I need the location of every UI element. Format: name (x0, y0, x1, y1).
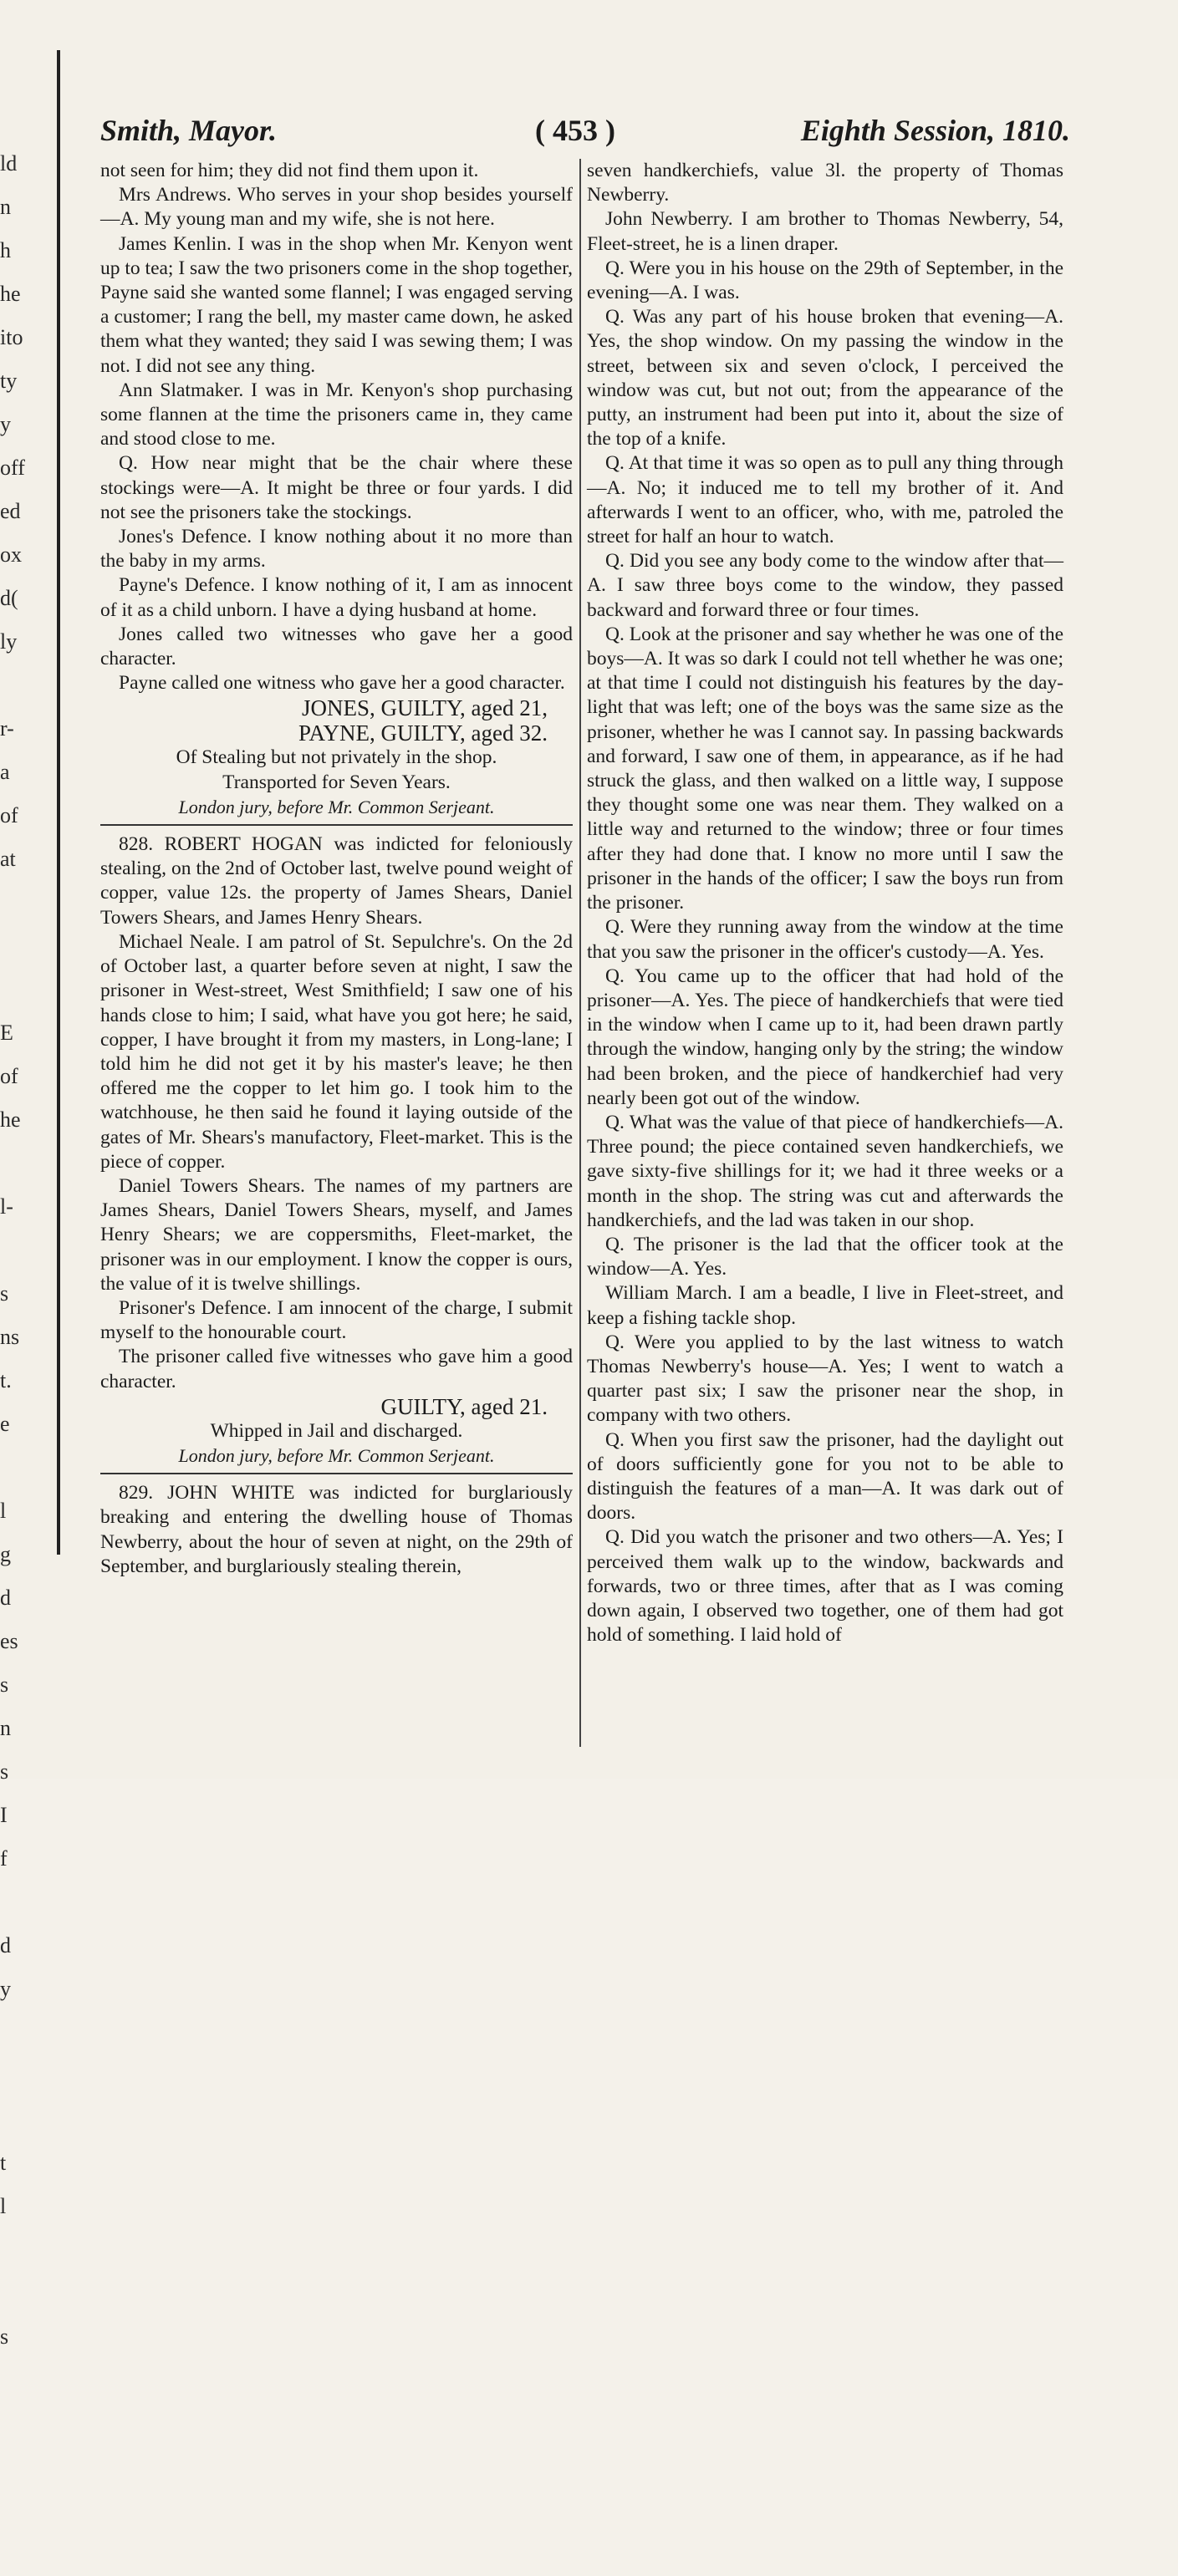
margin-fragment: h (0, 238, 11, 262)
adjacent-page-margin (0, 142, 50, 2349)
left-column (100, 159, 573, 1579)
margin-fragment (0, 2054, 50, 2098)
jury-note-hogan: London jury, before Mr. Common Serjeant. (178, 1444, 495, 1466)
margin-fragment (0, 2359, 50, 2402)
margin-fragment (0, 2272, 50, 2315)
margin-fragment: ed (0, 499, 21, 523)
margin-fragment: s (0, 1759, 9, 1784)
verdict-jones: JONES, GUILTY, aged 21, (302, 695, 548, 721)
verdict-detail: Of Stealing but not privately in the shop. (176, 746, 497, 769)
running-header (100, 113, 1070, 155)
margin-fragment: y (0, 1977, 11, 2001)
paragraph: Q. Were you in his house on the 29th of September, in the evening—A. I was. (587, 257, 1063, 304)
paragraph: James Kenlin. I was in the shop when Mr. Kenyon went up to tea; I saw the two prisoners come in the shop together, Payne said she wanted some flannel; I was engaged serving a customer; I rang the bell, my master came down, he asked them what they wanted; they said I was sewing them; I was not. I did not see any thing. (100, 232, 573, 377)
margin-fragment: ly (0, 629, 18, 654)
margin-fragment (0, 924, 50, 968)
paragraph: John Newberry. I am brother to Thomas Newberry, 54, Fleet-street, he is a linen draper. (587, 208, 1063, 255)
margin-fragment (0, 2533, 50, 2576)
margin-fragment (0, 1229, 50, 1272)
right-column (587, 159, 1063, 1647)
margin-fragment: s (0, 1281, 9, 1306)
column-divider (579, 159, 581, 1747)
case-828 (100, 832, 573, 1394)
paragraph: Q. What was the value of that piece of handkerchiefs—A. Three pound; the piece contained seven handkerchiefs, we gave sixty-five shillings for it; we had it three weeks or a month in the shop. The string was cut and afterwards the handkerchiefs, and the lad was taken in our shop. (587, 1111, 1063, 1231)
margin-fragment: I (0, 1803, 8, 1827)
left-column-paragraphs (100, 159, 573, 695)
margin-fragment (0, 2098, 50, 2141)
paragraph: Q. Did you watch the prisoner and two others—A. Yes; I perceived them walk up to the window, backwards and forwards, two or three times, after that as I was coming down again, I observed two together, one of them had got hold of something. I laid hold of (587, 1526, 1063, 1647)
margin-fragment: of (0, 803, 18, 827)
paragraph: Q. At that time it was so open as to pull any thing through—A. No; it induced me to tell my brother of it. And afterwards I went to an officer, who, with me, patroled the street for half an hour to watch. (587, 452, 1063, 548)
margin-fragment (0, 664, 50, 707)
paragraph: Q. Were you applied to by the last witness to watch Thomas Newberry's house—A. Yes; I went to watch a quarter past six; I saw the prisoner near the shop, in company with two others. (587, 1331, 1063, 1427)
paragraph: Q. Did you see any body come to the window after that—A. I saw three boys come to the window, they passed backward and forward three or four times. (587, 550, 1063, 621)
margin-fragment: ns (0, 1325, 20, 1349)
margin-fragment: n (0, 1716, 11, 1740)
paragraph: Jones's Defence. I know nothing about it no more than the baby in my arms. (100, 526, 573, 573)
page-edge-rule (57, 50, 60, 1555)
margin-fragment: f (0, 1846, 8, 1871)
margin-fragment: l (0, 2194, 7, 2218)
case-separator (100, 1473, 573, 1474)
margin-fragment: l (0, 1499, 7, 1523)
margin-fragment (0, 2011, 50, 2054)
margin-fragment: t. (0, 1368, 12, 1392)
verdict-hogan: GUILTY, aged 21. (380, 1393, 548, 1419)
paragraph: Q. You came up to the officer that had hold of the prisoner—A. Yes. The piece of handkerchiefs that were tied in the window when I came up to it, had been drawn partly through the window, hanging only by the string; the window had been broken, and the piece of handkerchief had very nearly been got out of the window. (587, 965, 1063, 1109)
sentence-hogan: Whipped in Jail and discharged. (210, 1419, 463, 1442)
paragraph: Q. Look at the prisoner and say whether he was one of the boys—A. It was so dark I could not tell whether he was one; at that time I could not distinguish his features by the day-light that was left; one of the boys was the same size as the prisoner, whether he was I cannot say. In passing backwards and forward, I saw one of them, in appearance, as if he had struck the glass, and then walked on a little way, I suppose they thought some one was near them. They walked on a little way and returned to the window; three or four times after they had done that. I know no more until I saw the prisoner in the hands of the officer; I saw the boys run from the prisoner. (587, 623, 1063, 914)
paragraph: Jones called two witnesses who gave her a good character. (100, 623, 573, 670)
case-separator (100, 824, 573, 826)
margin-fragment: ito (0, 325, 23, 349)
margin-fragment (0, 1446, 50, 1489)
margin-fragment (0, 2402, 50, 2446)
case-829-intro: 829. JOHN WHITE was indicted for burglariously breaking and entering the dwelling house of Thomas Newberry, about the hour of seven at night, on the 29th of September, and burglariously stealing therein, (100, 1482, 573, 1577)
paragraph: not seen for him; they did not find them upon it. (100, 160, 479, 181)
jury-note: London jury, before Mr. Common Serjeant. (178, 796, 495, 817)
margin-fragment: ox (0, 542, 22, 567)
margin-fragment: e (0, 1412, 10, 1436)
paragraph: Mrs Andrews. Who serves in your shop besides yourself—A. My young man and my wife, she is not here. (100, 184, 573, 231)
paragraph: William March. I am a beadle, I live in Fleet-street, and keep a fishing tackle shop. (587, 1282, 1063, 1329)
paragraph: Q. When you first saw the prisoner, had the daylight out of doors sufficiently gone for you not to be able to distinguish the features of a man—A. It was dark out of doors. (587, 1428, 1063, 1525)
margin-fragment: a (0, 760, 10, 784)
margin-fragment (0, 1142, 50, 1185)
margin-fragment: s (0, 1672, 9, 1697)
verdict-payne: PAYNE, GUILTY, aged 32. (298, 720, 548, 746)
paragraph: Payne's Defence. I know nothing of it, I am as innocent of it as a child unborn. I have a dying husband at home. (100, 574, 573, 621)
margin-fragment: he (0, 1107, 21, 1132)
margin-fragment: d (0, 1933, 11, 1957)
margin-fragment: off (0, 456, 25, 480)
margin-fragment: es (0, 1629, 18, 1653)
paragraph: Q. The prisoner is the lad that the officer took at the window—A. Yes. (587, 1233, 1063, 1280)
margin-fragment: s (0, 2324, 9, 2349)
paragraph: Prisoner's Defence. I am innocent of the charge, I submit myself to the honourable court. (100, 1296, 573, 1344)
paragraph: Q. Was any part of his house broken that evening—A. Yes, the shop window. On my passing the window in the street, between six and seven o'clock, I perceived the window was cut, but not out; from the appearance of the putty, an instrument had been put into it, about the size of the top of a knife. (587, 306, 1063, 451)
margin-fragment: d( (0, 586, 18, 610)
margin-fragment: ld (0, 151, 18, 176)
sentence: Transported for Seven Years. (222, 771, 451, 793)
margin-fragment: n (0, 195, 11, 219)
paragraph: Payne called one witness who gave her a good character. (119, 672, 565, 695)
margin-fragment: t (0, 2151, 7, 2175)
paragraph: Daniel Towers Shears. The names of my partners are James Shears, Daniel Towers Shears, myself, and James Henry Shears; we are coppersmiths, Fleet-market, the prisoner was in our employment. I know the copper is ours, the value of it is twelve shillings. (100, 1174, 573, 1295)
margin-fragment: of (0, 1064, 18, 1088)
header-right: Eighth Session, 1810. (800, 114, 1070, 147)
margin-fragment (0, 2228, 50, 2272)
margin-fragment (0, 881, 50, 924)
paragraph: Q. Were they running away from the window at the time that you saw the prisoner in the officer's custody—A. Yes. (587, 916, 1063, 963)
page-number: ( 453 ) (535, 114, 615, 147)
paragraph: Ann Slatmaker. I was in Mr. Kenyon's shop purchasing some flannen at the time the prisoners came in, they came and stood close to me. (100, 379, 573, 451)
margin-fragment: E (0, 1021, 13, 1045)
margin-fragment: l- (0, 1194, 13, 1219)
margin-fragment: he (0, 282, 21, 306)
paragraph: Q. How near might that be the chair where these stockings were—A. It might be three or four yards. I did not see the prisoners take the stockings. (100, 452, 573, 523)
paragraph: seven handkerchiefs, value 3l. the property of Thomas Newberry. (587, 160, 1063, 206)
margin-fragment: ty (0, 369, 18, 393)
margin-fragment (0, 1881, 50, 1924)
margin-fragment: d (0, 1586, 11, 1610)
margin-fragment: g (0, 1542, 11, 1566)
paragraph: 828. ROBERT HOGAN was indicted for feloniously stealing, on the 2nd of October last, twelve pound weight of copper, value 12s. the property of James Shears, Daniel Towers Shears, and James Henry Shears. (100, 833, 573, 929)
right-column-paragraphs (587, 159, 1063, 1647)
header-left: Smith, Mayor. (100, 114, 278, 147)
margin-fragment (0, 2446, 50, 2489)
margin-fragment (0, 2489, 50, 2533)
paragraph: Michael Neale. I am patrol of St. Sepulchre's. On the 2d of October last, a quarter before seven at night, I saw the prisoner in West-street, West Smithfield; I saw one of his hands close to him; I said, what have you got here; he said, copper, I have brought it from my masters, in Long-lane; I told him he did not get it by his master's leave; he then offered me the copper to let him go. I took him to the watchhouse, he then said he found it laying outside of the gates of Mr. Shears's manufactory, Fleet-market. This is the piece of copper. (100, 930, 573, 1173)
margin-fragment: y (0, 412, 11, 436)
margin-fragment: at (0, 847, 16, 871)
margin-fragment (0, 968, 50, 1011)
margin-fragment: r- (0, 716, 14, 741)
paragraph: The prisoner called five witnesses who gave him a good character. (100, 1346, 573, 1392)
